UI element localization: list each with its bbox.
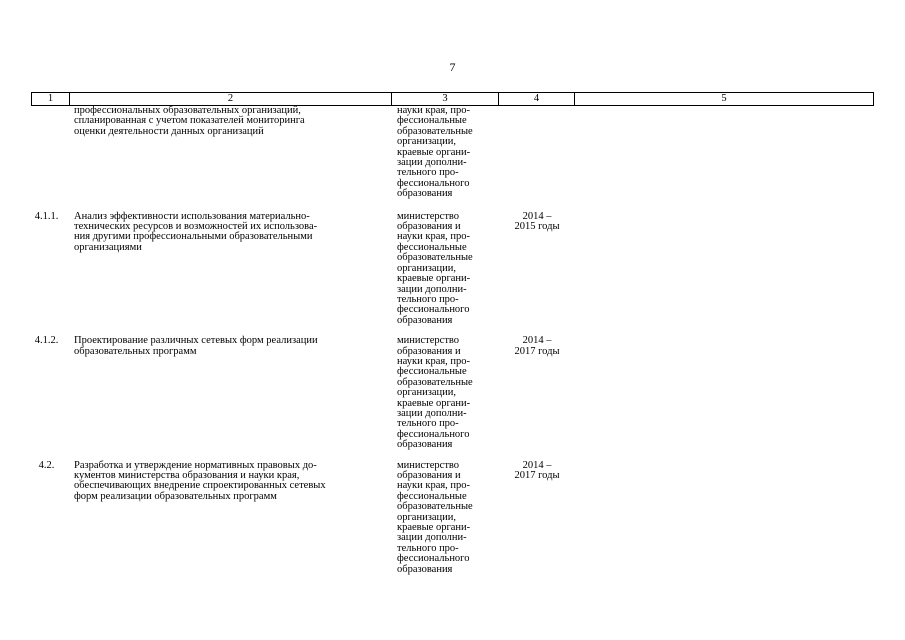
table-row [31,212,874,326]
row-activity-text: Разработка и утверждение нормативных правовых до- кументов министерства образования и науки края, обеспечивающих внедрение спроектированных сетевых форм реализации образовательных программ [74,459,326,502]
row-number: 4.1.2. [34,335,59,347]
column-header-1: 1 [47,93,54,104]
row-number: 4.1.1. [34,210,59,222]
row-number: 4.2. [38,459,55,471]
column-header-2: 2 [69,93,391,105]
table-row [31,461,874,575]
row-activity-text: Проектирование различных сетевых форм реализации образовательных программ [74,335,318,357]
table-header-row [31,92,874,106]
row-result [573,212,874,326]
row-result [573,336,874,450]
row-executor: министерство образования и науки края, про- фессиональные образовательные организации, краевые органи- зации дополни- тельного про- фессионального образования [397,459,473,575]
row-activity-text: профессиональных образовательных организаций, спланированная с учетом показателей мониторинга оценки деятельности данных организаций [74,105,305,137]
column-header-4: 4 [498,93,574,105]
row-term: 2014 – 2017 годы [514,459,560,481]
row-executor: министерство образования и науки края, про- фессиональные образовательные организации, краевые органи- зации дополни- тельного про- фессионального образования [397,335,473,451]
table-row [31,106,874,200]
row-executor: министерство образования и науки края, про- фессиональные образовательные организации, краевые органи- зации дополни- тельного про- фессионального образования [397,210,473,326]
row-term [497,106,573,200]
row-term: 2014 – 2017 годы [514,335,560,357]
page-number: 7 [449,60,456,74]
row-number [31,106,68,200]
row-term: 2014 – 2015 годы [514,210,560,233]
column-header-5: 5 [574,93,873,105]
row-result [573,106,874,200]
row-executor: науки края, про- фессиональные образовательные организации, краевые органи- зации дополни- тельного про- фессионального образования [397,105,473,200]
row-result [573,461,874,575]
plan-table [31,92,874,575]
table-row [31,336,874,450]
row-activity-text: Анализ эффективности использования материально- технических ресурсов и возможностей их использова- ния другими профессиональными образовательными организациями [74,210,318,253]
column-header-3: 3 [391,93,498,105]
